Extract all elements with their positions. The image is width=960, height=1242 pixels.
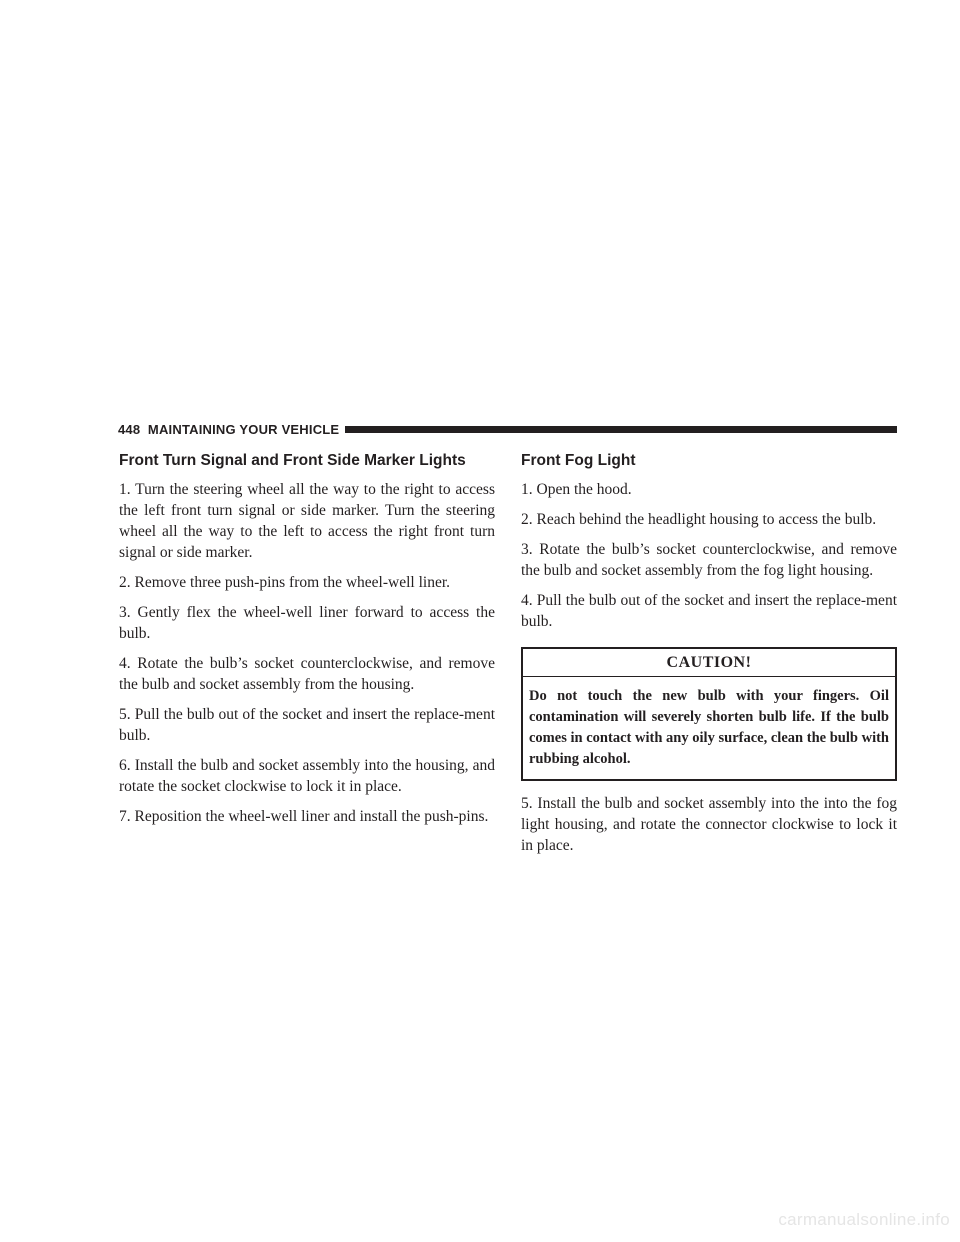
page-header — [118, 421, 897, 437]
header-rule — [345, 426, 897, 433]
step-item: 1. Open the hood. — [521, 481, 632, 498]
left-column — [119, 452, 495, 836]
section-heading-fog-light: Front Fog Light — [521, 452, 636, 469]
step-item: 4. Pull the bulb out of the socket and insert the replace-ment bulb. — [521, 592, 897, 630]
page-number: 448 — [118, 421, 141, 437]
step-item: 3. Rotate the bulb’s socket counterclockwise, and remove the bulb and socket assembly from the fog light housing. — [521, 541, 897, 579]
caution-box — [521, 647, 897, 781]
step-item: 1. Turn the steering wheel all the way to the right to access the left front turn signal or side marker. Turn the steering wheel all the way to the left to access the right front turn signal or side marker. — [119, 481, 495, 561]
step-item: 3. Gently flex the wheel-well liner forward to access the bulb. — [119, 604, 495, 642]
page-header-text — [118, 422, 339, 437]
section-title: MAINTAINING YOUR VEHICLE — [147, 421, 340, 437]
right-column — [521, 452, 897, 865]
step-item: 5. Pull the bulb out of the socket and insert the replace-ment bulb. — [119, 706, 495, 744]
caution-text: Do not touch the new bulb with your fingers. Oil contamination will severely shorten bulb life. If the bulb comes in contact with any oily surface, clean the bulb with rubbing alcohol. — [529, 688, 889, 767]
step-item: 5. Install the bulb and socket assembly into the into the fog light housing, and rotate the connector clockwise to lock it in place. — [521, 795, 897, 854]
caution-title: CAUTION! — [523, 649, 895, 677]
step-item: 7. Reposition the wheel-well liner and install the push-pins. — [119, 808, 489, 825]
step-item: 2. Remove three push-pins from the wheel-well liner. — [119, 574, 451, 591]
step-item: 2. Reach behind the headlight housing to access the bulb. — [521, 511, 877, 528]
step-item: 4. Rotate the bulb’s socket counterclockwise, and remove the bulb and socket assembly from the housing. — [119, 655, 495, 693]
section-heading-turn-signal: Front Turn Signal and Front Side Marker Lights — [119, 452, 466, 469]
watermark-footer: carmanualsonline.info — [778, 1210, 950, 1229]
step-item: 6. Install the bulb and socket assembly into the housing, and rotate the socket clockwise to lock it in place. — [119, 757, 495, 795]
